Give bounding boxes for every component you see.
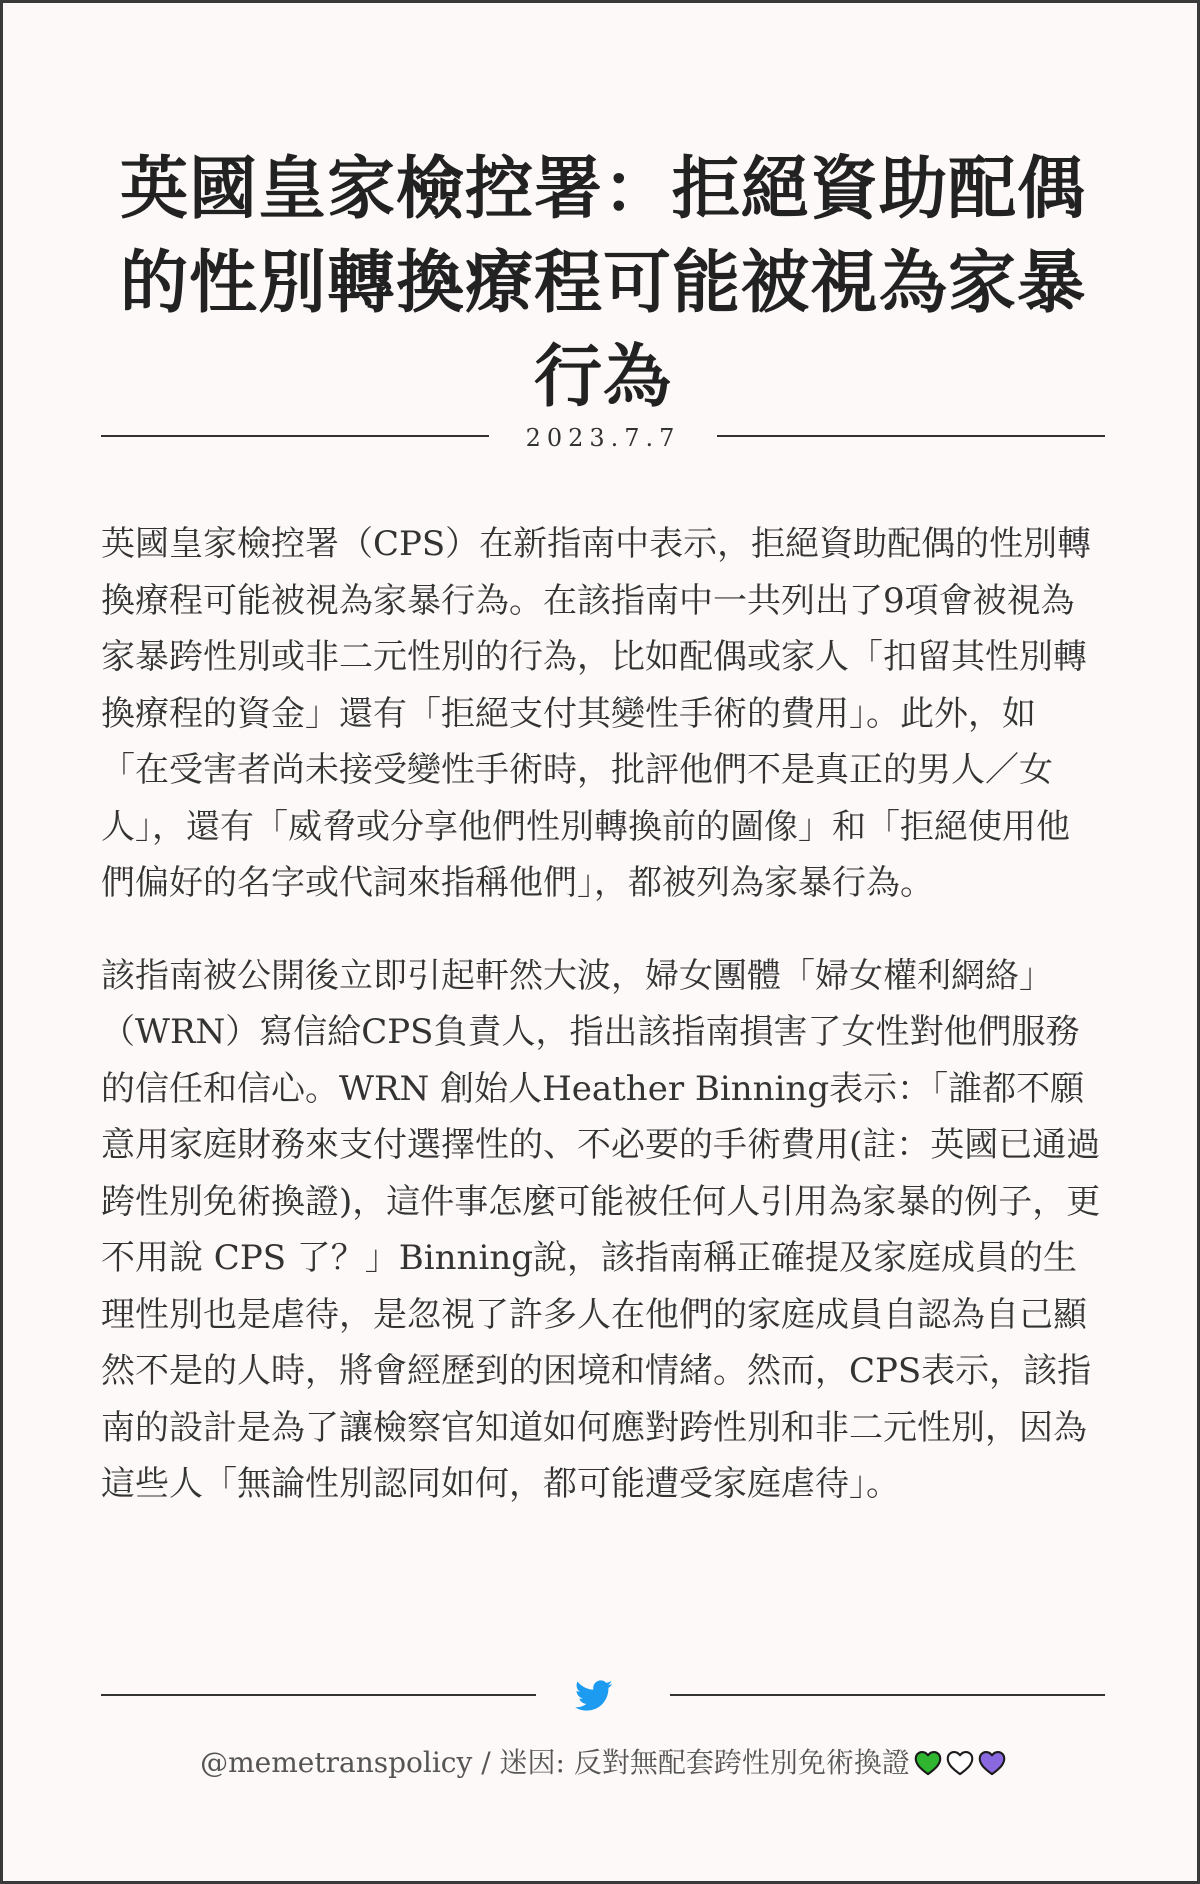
purple-heart-icon bbox=[978, 1750, 1006, 1776]
article-date: 2023.7.7 bbox=[525, 424, 681, 452]
footer-divider-right bbox=[670, 1694, 1105, 1696]
paragraph-2: 該指南被公開後立即引起軒然大波，婦女團體「婦女權利網絡」（WRN）寫信給CPS負責人，指出該指南損害了女性對他們服務的信任和信心。WRN 創始人Heather Binning表示：「誰都不願意用家庭財務來支付選擇性的、不必要的手術費用(註：英國已通過跨性別免術換證)，這件事怎麼可能被任何人引用為家暴的例子，更不用說 CPS 了？」Binning說，該指南稱正確提及家庭成員的生理性別也是虐待，是忽視了許多人在他們的家庭成員自認為自己顯然不是的人時，將會經歷到的困境和情緒。然而，CPS表示，該指南的設計是為了讓檢察官知道如何應對跨性別和非二元性別，因為這些人「無論性別認同如何，都可能遭受家庭虐待」。 bbox=[101, 955, 1101, 1504]
footer-credit bbox=[153, 1743, 1053, 1783]
article-body bbox=[101, 516, 1103, 1513]
footer-divider-left bbox=[101, 1694, 536, 1696]
white-heart-icon bbox=[946, 1750, 974, 1776]
green-heart-icon bbox=[914, 1750, 942, 1776]
credit-text[interactable]: @memetranspolicy / 迷因: 反對無配套跨性別免術換證 bbox=[200, 1746, 910, 1779]
paragraph-1: 英國皇家檢控署（CPS）在新指南中表示，拒絕資助配偶的性別轉換療程可能被視為家暴行為。在該指南中一共列出了9項會被視為家暴跨性別或非二元性別的行為，比如配偶或家人「扣留其性別轉換療程的資金」還有「拒絕支付其變性手術的費用」。此外，如「在受害者尚未接受變性手術時，批評他們不是真正的男人／女人」，還有「威脅或分享他們性別轉換前的圖像」和「拒絕使用他們偏好的名字或代詞來指稱他們」，都被列為家暴行為。 bbox=[101, 524, 1092, 903]
date-divider-right bbox=[717, 435, 1105, 437]
date-divider-left bbox=[101, 435, 489, 437]
twitter-bird-icon[interactable] bbox=[575, 1679, 613, 1713]
article-title: 英國皇家檢控署：拒絕資助配偶的性別轉換療程可能被視為家暴行為 bbox=[119, 150, 1086, 417]
